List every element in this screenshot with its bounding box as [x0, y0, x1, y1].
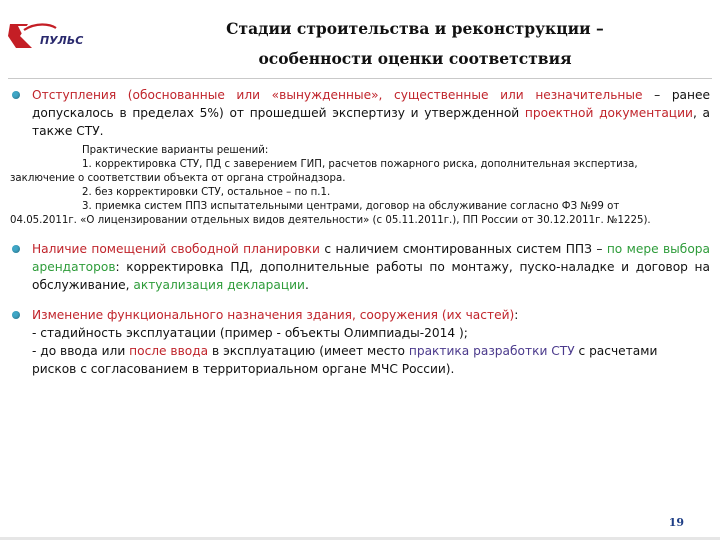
- solution-1-line-1: 1. корректировка СТУ, ПД с заверением ГИП, расчетов пожарного риска, дополнительная экспертиза,: [82, 159, 638, 170]
- svg-text:ПУЛЬС: ПУЛЬС: [40, 34, 84, 47]
- function-change-line-1: [32, 306, 710, 324]
- deviations-text: – ранее допускалось в пределах 5%) от прошедшей экспертизу и утвержденной: [32, 88, 710, 120]
- free-layout-text: с наличием смонтированных систем ППЗ –: [319, 242, 607, 256]
- slide-body: [10, 86, 710, 378]
- free-layout-end: .: [304, 278, 309, 292]
- solution-1-line-2: заключение о соответствии объекта от органа стройнадзора.: [10, 173, 346, 184]
- slide-title: [150, 14, 680, 74]
- title-line-2: особенности оценки соответствия: [258, 49, 572, 68]
- free-layout-text-2: : корректировка ПД, дополнительные работы по монтажу, пуско-наладке и договор на обслуживание,: [32, 260, 710, 292]
- bullet-deviations: [10, 86, 710, 140]
- solution-3-line-1: 3. приемка систем ППЗ испытательными центрами, договор на обслуживание согласно ФЗ №99 от: [82, 201, 620, 212]
- tenants-highlight: по мере выбора арендаторов: [32, 242, 710, 274]
- page-number: 19: [668, 516, 684, 529]
- bullet-dot-icon: [12, 245, 20, 253]
- line3-part-e: с расчетами: [574, 344, 658, 358]
- function-change-line-2: - стадийность эксплуатации (пример - объекты Олимпиады-2014 );: [32, 326, 468, 340]
- after-commissioning-highlight: после ввода: [129, 344, 209, 358]
- line3-part-c: в эксплуатацию (имеет место: [208, 344, 409, 358]
- function-change-colon: :: [514, 308, 519, 322]
- function-change-highlight: Изменение функционального назначения здания, сооружения (их частей): [32, 308, 515, 322]
- free-layout-highlight: Наличие помещений свободной планировки: [32, 242, 320, 256]
- company-logo: [6, 20, 102, 50]
- deviations-highlight: Отступления (обоснованные или «вынужденные», существенные или незначительные: [32, 88, 643, 102]
- declaration-highlight: актуализация декларации: [133, 278, 305, 292]
- solution-3-line-2: 04.05.2011г. «О лицензировании отдельных видов деятельности» (с 05.11.2011г.), ПП России от 30.12.2011г. №1225).: [10, 215, 651, 226]
- logo-graphic: [6, 20, 102, 50]
- bullet-free-layout: [10, 240, 710, 294]
- stu-practice-highlight: практика разработки СТУ: [408, 344, 575, 358]
- deviations-end: , а также СТУ.: [32, 106, 710, 138]
- project-docs-highlight: проектной документации: [524, 106, 693, 120]
- bullet-dot-icon: [12, 91, 20, 99]
- practical-solutions: [10, 144, 710, 228]
- title-divider: [8, 78, 712, 79]
- function-change-line-3: [32, 342, 710, 360]
- function-change-line-4: рисков с согласованием в территориальном органе МЧС России).: [32, 362, 455, 376]
- title-line-1: Стадии строительства и реконструкции –: [226, 19, 604, 38]
- bullet-function-change: [10, 306, 710, 378]
- bullet-dot-icon: [12, 311, 20, 319]
- line3-part-a: - до ввода или: [32, 344, 130, 358]
- solution-2: 2. без корректировки СТУ, остальное – по п.1.: [82, 187, 331, 198]
- solutions-heading: Практические варианты решений:: [82, 145, 269, 156]
